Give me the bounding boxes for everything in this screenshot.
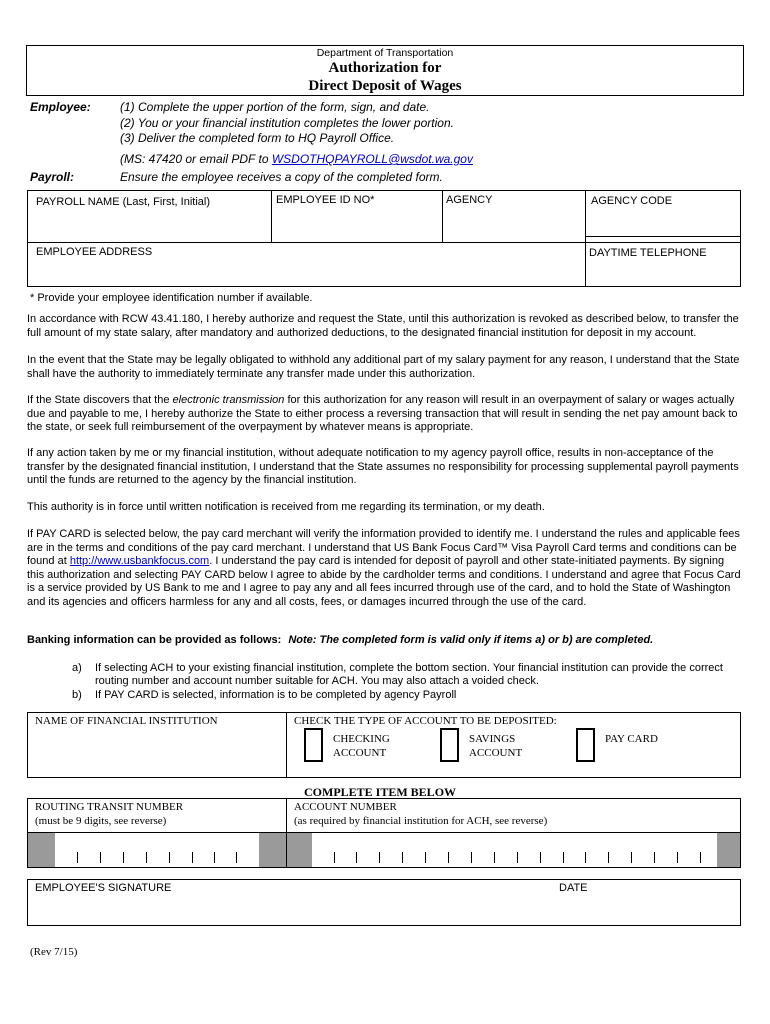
employee-id-field[interactable]: EMPLOYEE ID NO* [276, 194, 375, 206]
date-field[interactable]: DATE [559, 882, 588, 894]
account-start-block [287, 833, 312, 867]
digit-tick [631, 852, 632, 863]
account-label-2: (as required by financial institution for ACH, see reverse) [294, 815, 548, 827]
digit-tick [123, 852, 124, 863]
footnote: * Provide your employee identification number if available. [30, 292, 313, 304]
paragraph-withhold: In the event that the State may be legally obligated to withhold any additional part of my salary payment for any reason, I understand that the State shall have the authority to immediately terminate any transfer made under this authorization. [27, 354, 740, 380]
revision-label: (Rev 7/15) [30, 946, 78, 958]
digit-tick [471, 852, 472, 863]
routing-label-2: (must be 9 digits, see reverse) [35, 815, 167, 827]
divider [585, 190, 586, 287]
digit-tick [146, 852, 147, 863]
digit-tick [334, 852, 335, 863]
routing-number-input[interactable] [55, 833, 259, 867]
digit-tick [379, 852, 380, 863]
instruction-step3: (3) Deliver the completed form to HQ Payroll Office. [120, 131, 395, 145]
emphasis-text: electronic transmission [172, 394, 285, 406]
routing-label-1: ROUTING TRANSIT NUMBER [35, 801, 184, 813]
payroll-label: Payroll: [30, 170, 75, 184]
text-span: for this authorization for any reason will result in an overpayment of salary or wages actually due and payable to me, I hereby authorize the State to either process a reversing transaction that will result in sending the net pay amount back to the state, or seek full reimbursement of the overpayment by whatever means is appropriate. [27, 394, 738, 434]
divider [271, 190, 272, 243]
digit-tick [425, 852, 426, 863]
divider [27, 242, 272, 243]
account-type-label: CHECK THE TYPE OF ACCOUNT TO BE DEPOSITED: [294, 715, 557, 727]
agency-field[interactable]: AGENCY [446, 194, 493, 206]
digit-tick [402, 852, 403, 863]
account-end-block [717, 833, 740, 867]
savings-label-1: SAVINGS [469, 733, 516, 745]
item-b-text: If PAY CARD is selected, information is to be completed by agency Payroll [95, 689, 457, 701]
digit-tick [585, 852, 586, 863]
payroll-instruction: Ensure the employee receives a copy of the completed form. [120, 170, 443, 184]
digit-tick [169, 852, 170, 863]
paragraph-pay-card [27, 528, 743, 610]
pay-card-checkbox[interactable] [576, 728, 595, 762]
account-number-input[interactable] [312, 833, 717, 867]
paragraph-authority: This authority is in force until written notification is received from me regarding its termination, or my death. [27, 501, 545, 513]
banking-note: Note: The completed form is valid only if items a) or b) are completed. [288, 634, 654, 646]
instruction-step2: (2) You or your financial institution completes the lower portion. [120, 116, 454, 130]
employee-signature-field[interactable]: EMPLOYEE'S SIGNATURE [35, 882, 172, 894]
digit-tick [448, 852, 449, 863]
employee-label: Employee: [30, 100, 91, 114]
digit-tick [563, 852, 564, 863]
payroll-email-link[interactable]: WSDOTHQPAYROLL@wsdot.wa.gov [271, 152, 473, 166]
complete-item-below: COMPLETE ITEM BELOW [304, 785, 457, 799]
digit-tick [77, 852, 78, 863]
checking-label-2: ACCOUNT [333, 747, 387, 759]
text-span: If the State discovers that the [27, 394, 173, 406]
form-title-line1: Authorization for [328, 60, 442, 76]
item-a-text: If selecting ACH to your existing financial institution, complete the bottom section. Your financial institution can provide the correct routing number and account number suitable for ACH. You may also attach a voided check. [95, 662, 723, 687]
agency-code-field[interactable]: AGENCY CODE [591, 195, 673, 207]
employee-address-field[interactable]: EMPLOYEE ADDRESS [36, 246, 153, 258]
instruction-step1: (1) Complete the upper portion of the form, sign, and date. [120, 100, 430, 114]
digit-tick [494, 852, 495, 863]
digit-tick [192, 852, 193, 863]
routing-end-block [259, 833, 286, 867]
ms-instruction [120, 152, 473, 166]
divider [442, 190, 443, 243]
banking-heading [27, 634, 653, 646]
digit-tick [540, 852, 541, 863]
item-b-marker: b) [72, 689, 82, 701]
digit-tick [100, 852, 101, 863]
usbankfocus-link[interactable]: http://www.usbankfocus.com [69, 555, 210, 568]
divider [585, 236, 741, 237]
checking-checkbox[interactable] [304, 728, 323, 762]
account-label-1: ACCOUNT NUMBER [294, 801, 397, 813]
paragraph-rcw: In accordance with RCW 43.41.180, I hereby authorize and request the State, until this authorization is revoked as described below, to transfer the full amount of my state salary, after mandatory and authorized deductions, to the designated financial institution for deposit in my account. [27, 313, 739, 339]
daytime-telephone-field[interactable]: DAYTIME TELEPHONE [589, 247, 707, 259]
text-span: . I understand the pay card is intended for deposit of payroll and other state-initiated payments. By signing this authorization and selecting PAY CARD below I agree to abide by the cardholder terms and conditions. I understand and agree that Focus Card is a service provided by US Bank to me and I agree to pay any and all fees incurred through use of the card, and to hold the State of Washington and its agencies and officers harmless for any and all costs, fees, or damages incurred through the use of the card. [27, 555, 741, 608]
banking-heading-text: Banking information can be provided as follows: [27, 634, 282, 646]
pay-card-label: PAY CARD [605, 733, 658, 745]
savings-label-2: ACCOUNT [469, 747, 523, 759]
form-header [26, 45, 744, 96]
digit-tick [677, 852, 678, 863]
payroll-name-field[interactable]: PAYROLL NAME (Last, First, Initial) [36, 196, 211, 208]
ms-prefix: (MS: 47420 or email PDF to [120, 152, 272, 166]
savings-checkbox[interactable] [440, 728, 459, 762]
item-a-marker: a) [72, 662, 82, 674]
routing-start-block [28, 833, 55, 867]
department-name: Department of Transportation [316, 47, 454, 59]
digit-tick [608, 852, 609, 863]
divider [272, 242, 741, 243]
digit-tick [654, 852, 655, 863]
digit-tick [236, 852, 237, 863]
text-span: If PAY CARD is selected below, the pay card merchant will verify the information provided to identify me. I understand the rules and applicable fees are in the terms and conditions of the pay card merchant. I understand that US Bank Focus Card™ Visa Payroll Card terms and conditions can be found at [27, 528, 740, 568]
financial-institution-field[interactable]: NAME OF FINANCIAL INSTITUTION [35, 715, 218, 727]
form-title-line2: Direct Deposit of Wages [308, 78, 462, 94]
paragraph-overpayment [27, 394, 743, 435]
digit-tick [700, 852, 701, 863]
digit-tick [356, 852, 357, 863]
divider [286, 712, 287, 778]
digit-tick [517, 852, 518, 863]
paragraph-non-acceptance: If any action taken by me or my financial institution, without adequate notification to my agency payroll office, results in non-acceptance of the transfer by the designated financial institution, I understand that the State assumes no responsibility for processing supplemental payroll payments until the funds are returned to the agency by the financial institution. [27, 447, 739, 487]
digit-tick [214, 852, 215, 863]
checking-label-1: CHECKING [333, 733, 390, 745]
